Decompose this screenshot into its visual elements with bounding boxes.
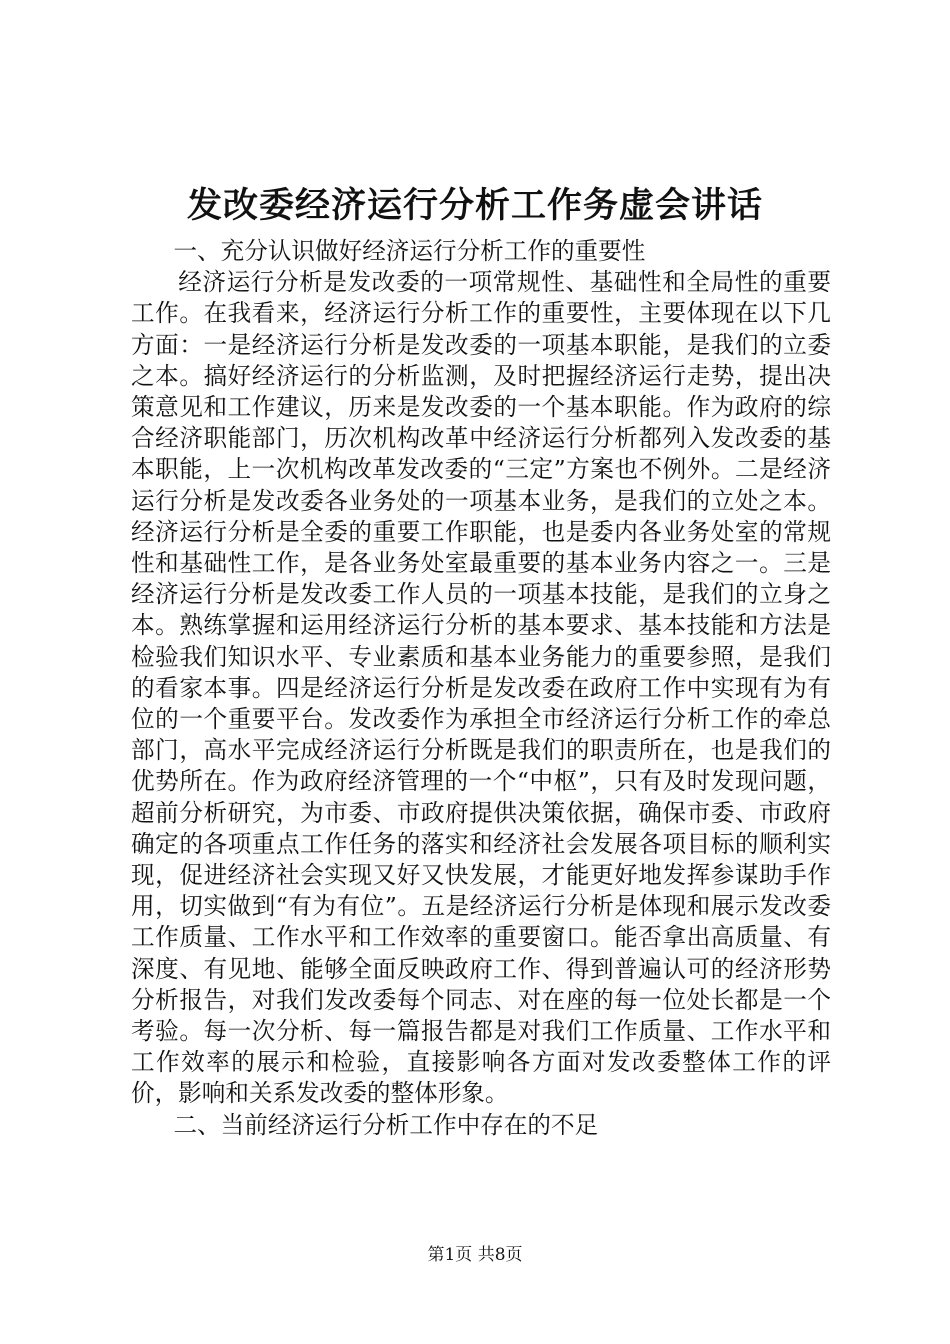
document-title: 发改委经济运行分析工作务虚会讲话 <box>186 185 763 226</box>
section-1-paragraph: 经济运行分析是发改委的一项常规性、基础性和全局性的重要工作。在我看来，经济运行分析工作的重要性，主要体现在以下几方面：一是经济运行分析是发改委的一项基本职能，是我们的立委之本。搞好经济运行的分析监测，及时把握经济运行走势，提出决策意见和工作建议，历来是发改委的一个基本职能。作为政府的综合经济职能部门，历次机构改革中经济运行分析都列入发改委的基本职能，上一次机构改革发改委的“三定”方案也不例外。二是经济运行分析是发改委各业务处的一项基本业务，是我们的立处之本。经济运行分析是全委的重要工作职能，也是委内各业务处室的常规性和基础性工作，是各业务处室最重要的基本业务内容之一。三是经济运行分析是发改委工作人员的一项基本技能，是我们的立身之本。熟练掌握和运用经济运行分析的基本要求、基本技能和方法是检验我们知识水平、专业素质和基本业务能力的重要参照，是我们的看家本事。四是经济运行分析是发改委在政府工作中实现有为有位的一个重要平台。发改委作为承担全市经济运行分析工作的牵总部门，高水平完成经济运行分析既是我们的职责所在，也是我们的优势所在。作为政府经济管理的一个“中枢”，只有及时发现问题，超前分析研究，为市委、市政府提供决策依据，确保市委、市政府确定的各项重点工作任务的落实和经济社会发展各项目标的顺利实现，促进经济社会实现又好又快发展，才能更好地发挥参谋助手作用，切实做到“有为有位”。五是经济运行分析是体现和展示发改委工作质量、工作水平和工作效率的重要窗口。能否拿出高质量、有深度、有见地、能够全面反映政府工作、得到普遍认可的经济形势分析报告，对我们发改委每个同志、对在座的每一位处长都是一个考验。每一次分析、每一篇报告都是对我们工作质量、工作水平和工作效率的展示和检验，直接影响各方面对发改委整体工作的评价，影响和关系发改委的整体形象。 <box>131 268 831 1108</box>
document-body <box>131 236 831 1141</box>
section-2-heading: 二、当前经济运行分析工作中存在的不足 <box>173 1110 599 1139</box>
page-number: 第1页 共8页 <box>427 1245 523 1265</box>
section-1-heading: 一、充分认识做好经济运行分析工作的重要性 <box>173 237 646 265</box>
